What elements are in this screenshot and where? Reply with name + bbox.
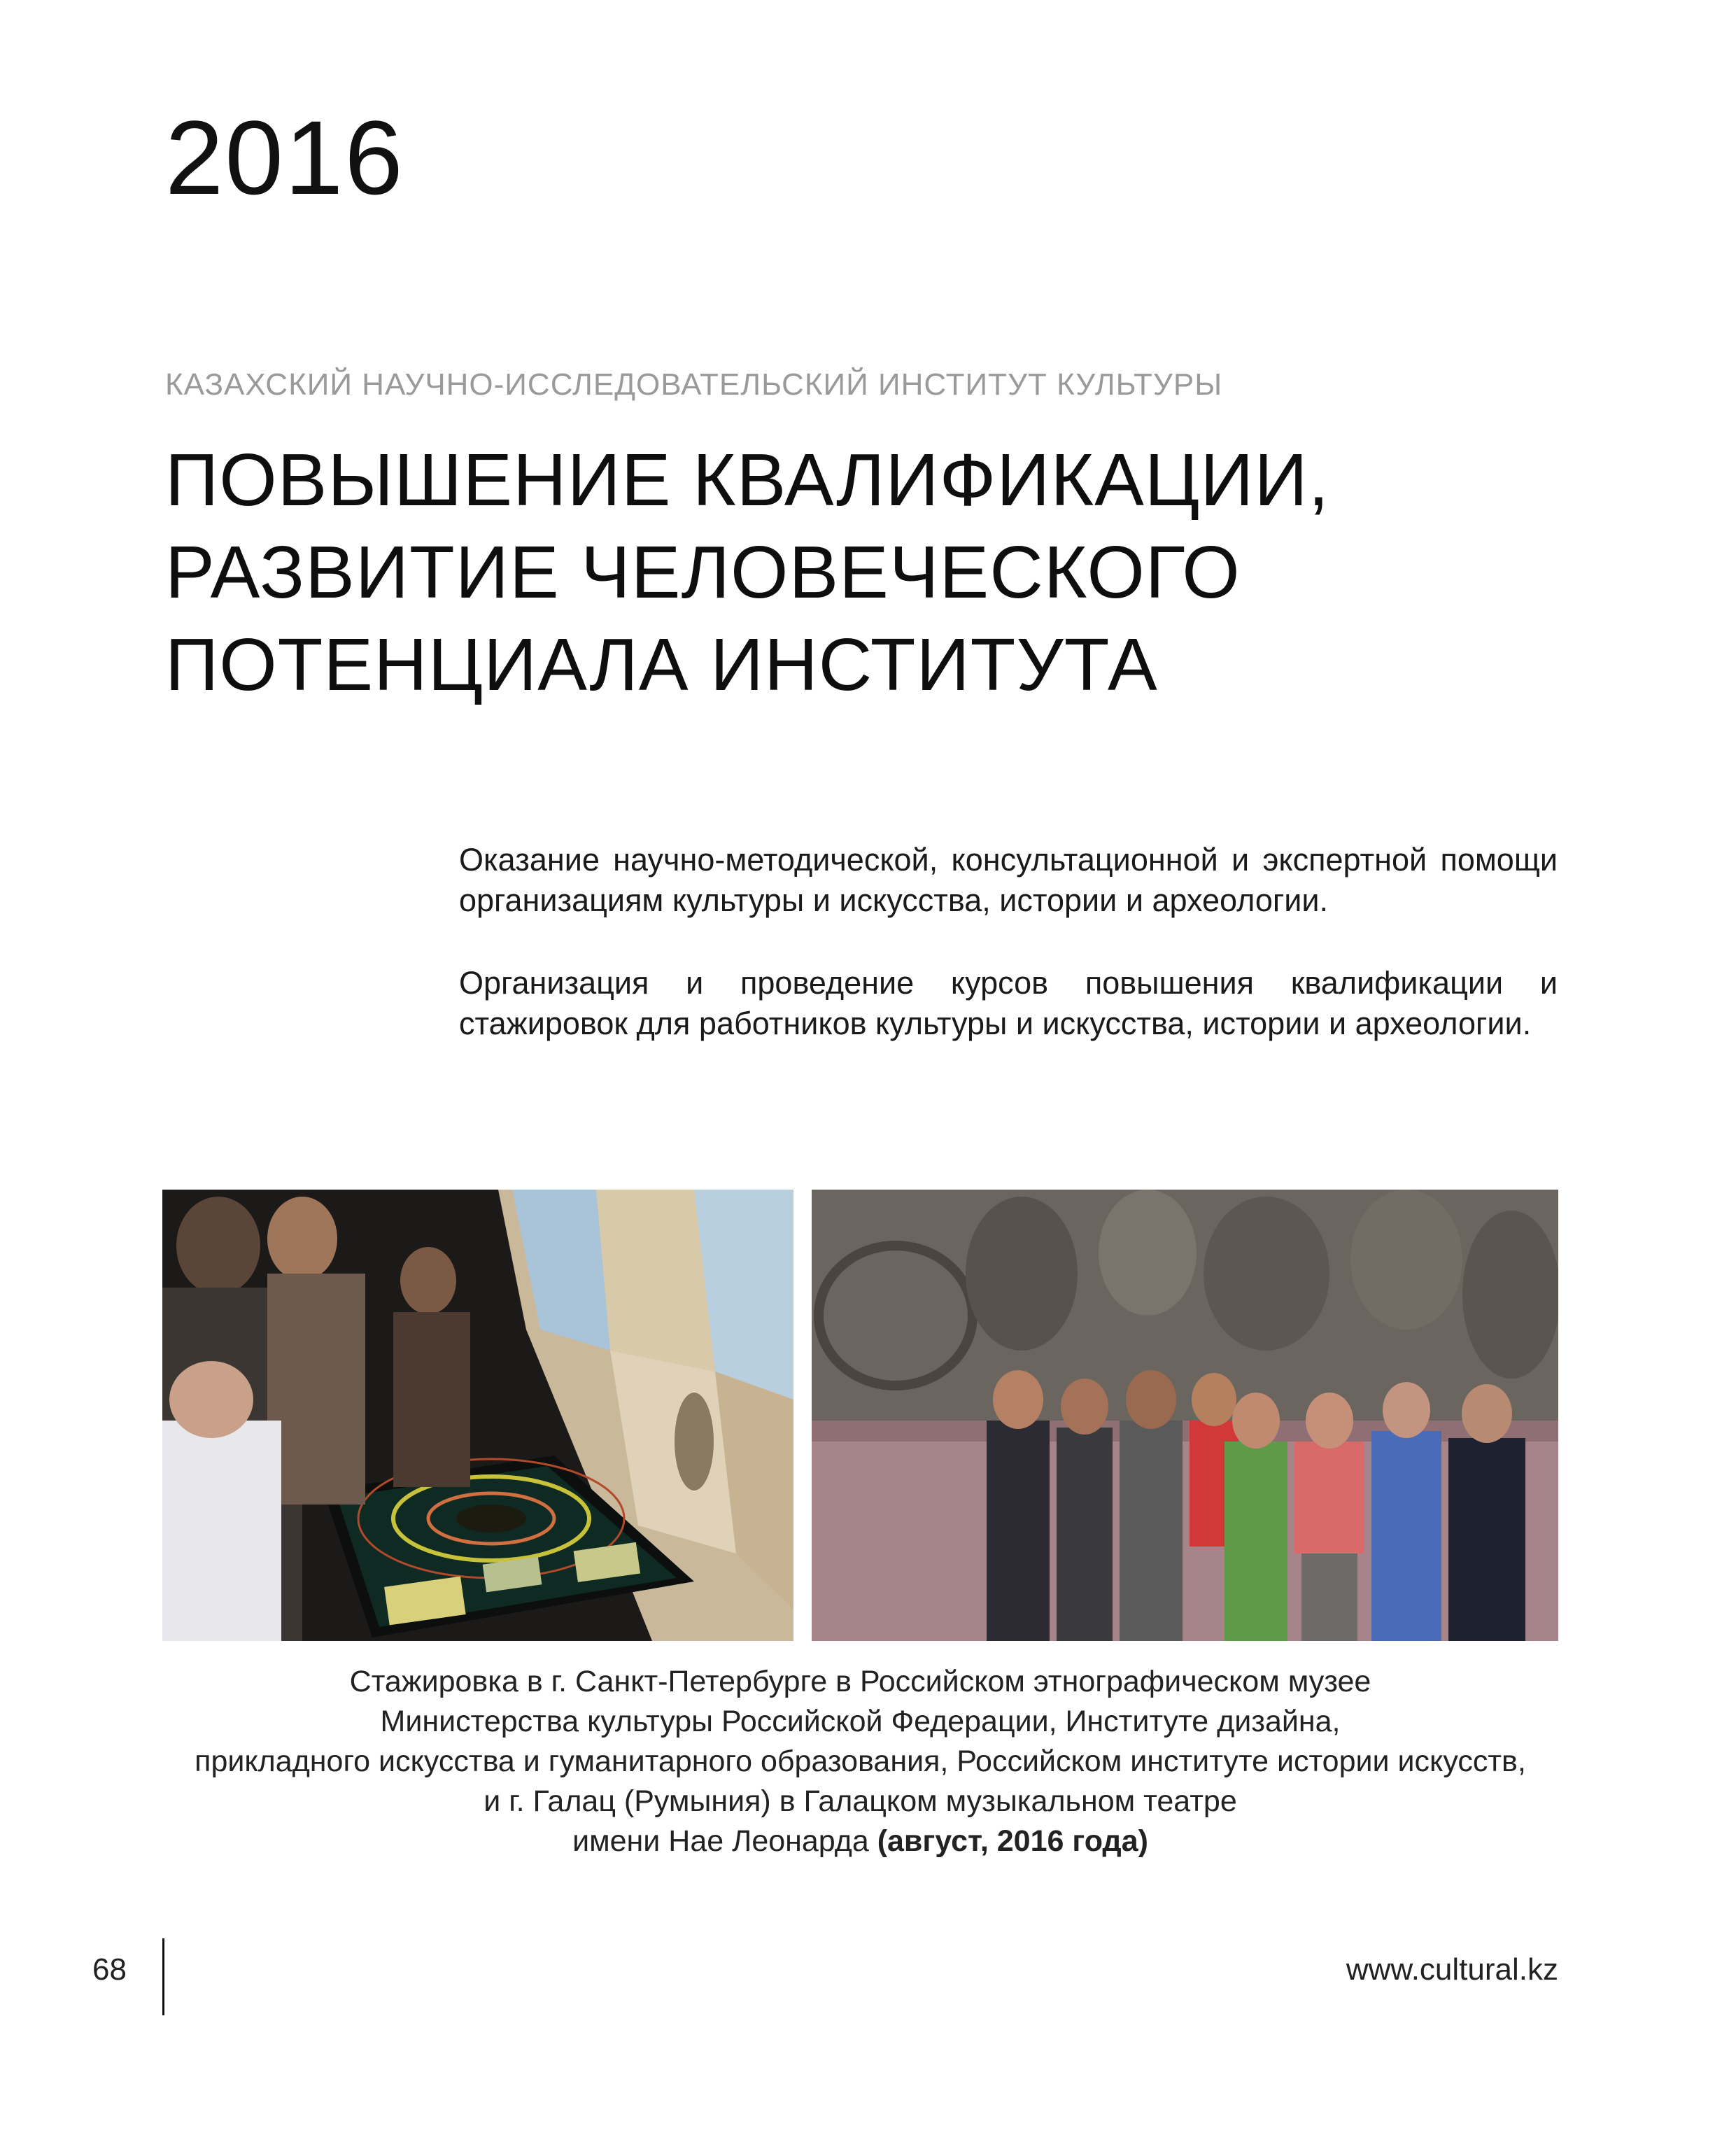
caption-line-3: прикладного искусства и гуманитарного образования, Российском институте истории искусств, <box>195 1745 1526 1778</box>
year-heading: 2016 <box>165 99 404 216</box>
body-paragraph-1: Оказание научно-методической, консультационной и экспертной помощи организациям культуры и искусства, истории и археологии. <box>459 842 1558 918</box>
page-title-line-3: ПОТЕНЦИАЛА ИНСТИТУТА <box>165 623 1158 706</box>
page-title-line-2: РАЗВИТИЕ ЧЕЛОВЕЧЕСКОГО <box>165 531 1241 614</box>
page-title <box>165 434 1635 711</box>
caption-line-1: Стажировка в г. Санкт-Петербурге в Российском этнографическом музее <box>349 1665 1371 1698</box>
institute-name: КАЗАХСКИЙ НАУЧНО-ИССЛЕДОВАТЕЛЬСКИЙ ИНСТИТУТ КУЛЬТУРЫ <box>165 367 1223 402</box>
caption-line-2: Министерства культуры Российской Федерации, Институте дизайна, <box>380 1705 1341 1738</box>
body-text <box>459 840 1558 1086</box>
caption-line-5 <box>162 1822 1558 1861</box>
body-paragraph-2: Организация и проведение курсов повышения квалификации и стажировок для работников культуры и искусства, истории и археологии. <box>459 965 1558 1041</box>
caption-line-5-text: имени Нае Леонарда <box>572 1824 869 1858</box>
photo-group-monument <box>812 1190 1558 1641</box>
photo-caption <box>162 1662 1558 1861</box>
footer-divider <box>162 1938 164 2015</box>
page-number: 68 <box>92 1952 127 1987</box>
photo-interactive-table <box>162 1190 793 1641</box>
caption-date: (август, 2016 года) <box>877 1824 1148 1858</box>
caption-line-4: и г. Галац (Румыния) в Галацком музыкальном театре <box>484 1784 1237 1818</box>
page-title-line-1: ПОВЫШЕНИЕ КВАЛИФИКАЦИИ, <box>165 439 1330 521</box>
website-link[interactable]: www.cultural.kz <box>1346 1952 1558 1987</box>
